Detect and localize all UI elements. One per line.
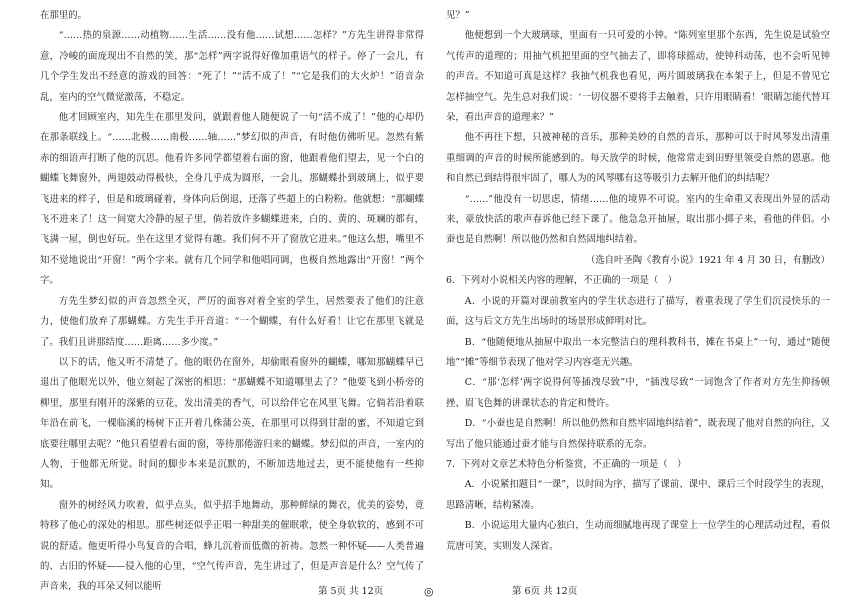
answer-option: C．“那‘怎样’两字说得何等插洩尽致”中，“插洩尽致”一词饱含了作者对方先生抑扬顿挫、眉飞色舞的讲课状态的肯定和赞许。 <box>446 377 830 409</box>
paragraph: 在那里的。 <box>40 10 87 21</box>
paragraph: 方先生梦幻似的声音忽然全灭，严厉的面容对着全室的学生，居然要表了他们的注意力，使他们放弃了那蝴蝶。方先生手开音道：“一个蝴蝶，有什么好看！让它在那里飞就是了。我们且讲那结度……距离……多少度。” <box>40 295 424 348</box>
binding-mark-icon: ◎ <box>424 585 434 598</box>
left-page-column <box>40 6 424 598</box>
paragraph: 他才回顾室内，知先生在那里发问，就跟着他人随便说了一句“活不成了！”他的心却仍在那条联线上。“……北极……南极……轴……”梦幻似的声音，有时他仿佛听见。忽然有紫赤的细语声打断了他的沉思。他看许多同学都望着右面的窗，他跟着他们望去，见一个白的蝴蝶飞舞窗外，两翅鼓动得极快，全身几乎成为圆形，一会儿，那蝴蝶扑到玻璃上，似乎要飞进来的样子，但是和玻璃碰着，身体向后倒退，还落了些超上的白粉粉。他就想：“那蝴蝶飞不进来了！这一间宽大冷静的屋子里，倘若放许多蝴蝶进来，白的、黄的、斑斓的都有，飞满一屋，倒也好玩。坐在这里才觉得有趣。我们何不开了窗放它进来。”他这么想，嘴里不知不觉地说出“开窗！”两个字来。就有几个同学和他唱同调，也极自然地露出“开窗！”两个字。 <box>40 112 424 287</box>
answer-option: B．“他随便地从抽屉中取出一本完整洁白的理科教科书，摊在书桌上”一句，通过“随便地”“摊”等细节表现了他对学习内容毫无兴趣。 <box>446 336 830 368</box>
paragraph: 他便想到一个大玻璃球，里面有一只可爱的小钟。“陈列室里那个东西，先生说是试验空气传声的道理的；用抽气机把里面的空气抽去了，即将球摇动，使钟科动荡，也不会听见钟的声音。不知道可真是这样？我抽气机我也看见，两片圆玻璃我在本架子上，但是不曾见它怎样抽空气。先生总对我们说：‘一切仪器不要将手去触着，只许用眼睛看！’眼睛怎能代替耳朵，看出声音的道理来？” <box>446 30 830 124</box>
answer-option: A．小说紧扣题目“一课”，以时间为序，描写了课前、课中、课后三个时段学生的表现，思路清晰，结构紧凑。 <box>446 479 830 511</box>
source-citation: （选自叶圣陶《教育小说》1921 年 4 月 30 日，有删改） <box>585 254 830 266</box>
paragraph: 以下的话，他又听不清楚了。他的眼仍在窗外，却偷眼看窗外的蝴蝶，哪知那蝴蝶早已退出了他眼光以外，他立刻起了深密的相思：“那蝴蝶不知道哪里去了？”他要飞到小桥旁的柳里，那里有刚开的深紫的豆花，发出清美的香气，可以给伴它在风里飞舞。它倘若沿着联年沿在前飞，一棵临溪的杨树下正开着几株蒲公英，在那里可以得到甘甜的蜜，不知道它到底要往哪里去呢？”他只看望着右面的窗，等待那倦游归来的蝴蝶。梦幻似的声音，一室内的人物，于他都无所觉。时间的脚步本来是沉默的，不断加迭地过去，更不能使他有一些抑知。 <box>40 356 424 491</box>
answer-option: B．小说运用大量内心独白，生动而细腻地再现了课堂上一位学生的心理活动过程，看似荒唐可笑，实则发人深省。 <box>446 520 830 552</box>
answer-option: A．小说的开篇对课前教室内的学生状态进行了描写，着重表现了学生们沉浸快乐的一面，这与后文方先生出场时的场景形成鲜明对比。 <box>446 295 830 328</box>
paragraph: “……”他没有一切思虑，情绪……他的境界不可说。室内的生命重又表现出外显的活动来，豪放快活的歌声春诉他已经下课了。他急急开抽屉，取出那小掷子来，看他的伴侣。小蚕也是自然啊！所以他仍然和自然固地纠结着。 <box>446 193 830 246</box>
answer-option: D．“小蚕也是自然啊！所以他仍然和自然牢固地纠结着”，既表现了他对自然的向往，又写出了他只能通过蚕才能与自然保持联系的无奈。 <box>446 418 830 450</box>
paragraph: “……热的泉源……动植物……生活……没有他……试想……怎样？”方先生讲得非常得意，冷峻的面庞现出不自然的笑，那“怎样”两字说得好像加重语气的样子。停了一会儿，有几个学生发出不经意的游戏的回答：“死了！”“活不成了！”“它是我们的大火炉！”语音杂乱，室内的空气微觉激荡，不稳定。 <box>40 30 424 103</box>
question-stem: 6．下列对小说相关内容的理解，不正确的一项是（ ） <box>446 275 677 287</box>
paragraph: 他不再往下想，只被神秘的音乐，那种美妙的自然的音乐，那种可以于时风琴发出清重重细调的声音的时候所能感到的。每天放学的时候，他常常走到田野里领受自然的恩惠。他和自然已到结得很牢固了，哪人为的风琴哪有这等吸引力去解开他们的纠结呢？ <box>446 132 830 185</box>
question-stem: 7．下列对文章艺术特色分析鉴赏，不正确的一项是（ ） <box>446 458 687 470</box>
page-number-right: 第 6页 共 12页 <box>512 586 578 597</box>
paragraph: 窗外的树经风力吹着，似乎点头，似乎招手地舞动，那种鲜绿的舞衣，优美的姿势，竟特移了他心的深处的相思。那些树还似乎正唱一种甜美的催眠歌，使全身软软的，感到不可说的舒适。他更听得小鸟复音的合唱，蜂儿沉着而低微的祈祷。忽然一种怀疑——人类普遍的、古旧的怀疑——侵入他的心里，“空气传声音，先生讲过了，但是声音是什么？空气传了声音来，我的耳朵又何以能听 <box>40 499 424 593</box>
right-page-column <box>446 6 830 557</box>
page-number-left: 第 5页 共 12页 <box>318 586 384 597</box>
paragraph: 见？” <box>446 10 470 21</box>
